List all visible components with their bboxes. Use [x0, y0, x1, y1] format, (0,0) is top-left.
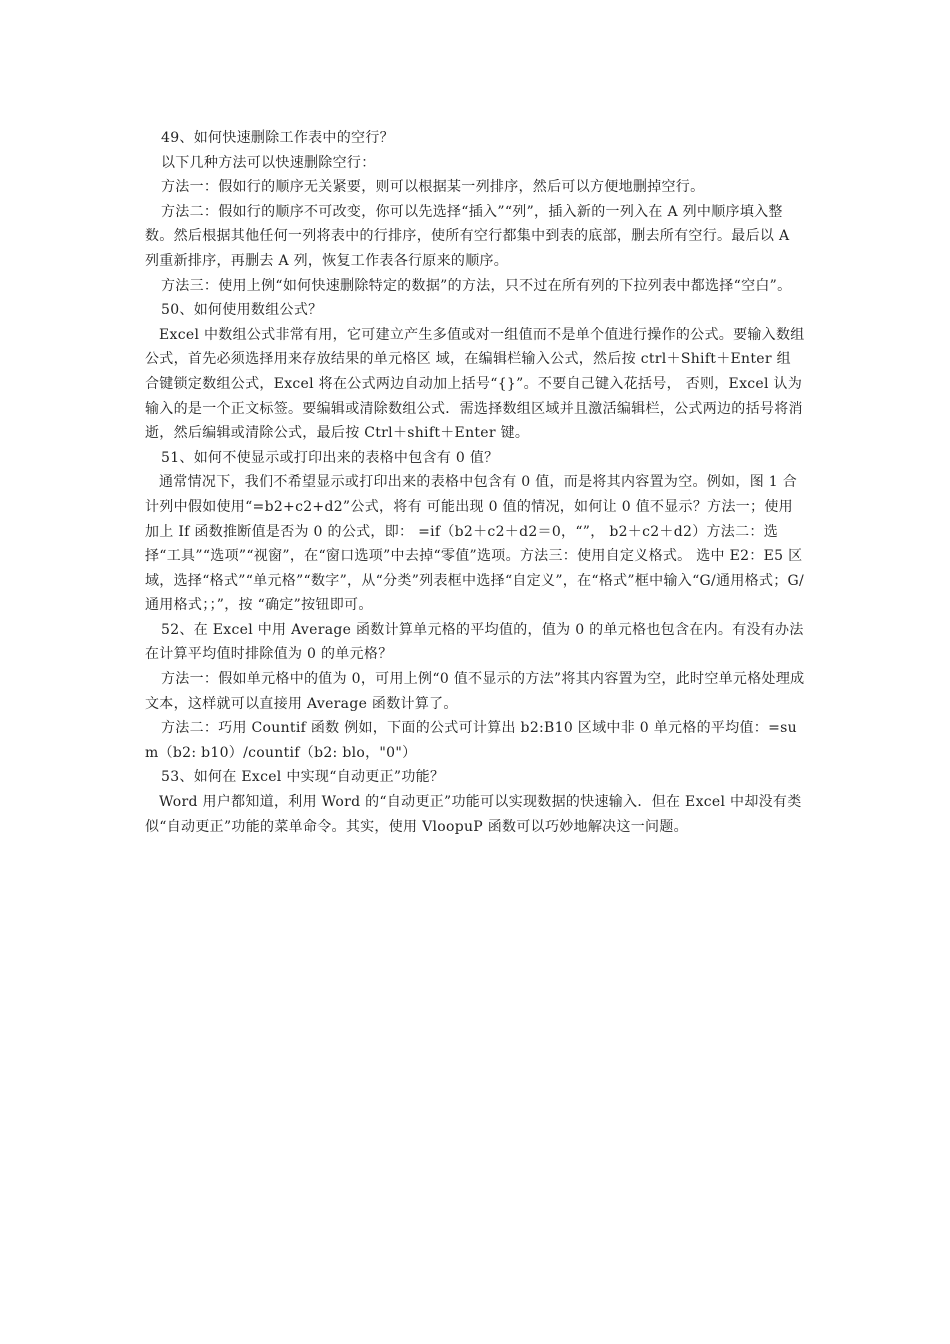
- document-body: [145, 126, 805, 839]
- paragraph: 方法二：巧用 Countif 函数 例如，下面的公式可计算出 b2:B10 区域中非 0 单元格的平均值：=sum（b2: b10）/countif（b2: blo，"0"）: [145, 720, 797, 761]
- heading-q50: 50、如何使用数组公式？: [161, 302, 323, 319]
- paragraph: 通常情况下，我们不希望显示或打印出来的表格中包含有 0 值，而是将其内容置为空。例如，图 1 合计列中假如使用“=b2+c2+d2”公式，将有 可能出现 0 值的情况，如何让 0 值不显示？方法一；使用加上 If 函数推断值是否为 0 的公式，即： =if（b2＋c2＋d2＝0，“”， b2＋c2＋d2）方法二：选择“工具”“选项”“视窗”，在“窗口选项”中去掉“零值”选项。方法三：使用自定义格式。 选中 E2：E5 区域，选择“格式”“单元格”“数字”，从“分类”列表框中选择“自定义”，在“格式”框中输入“G/通用格式；G/通用格式；；”，按 “确定”按钮即可。: [145, 474, 805, 614]
- paragraph: Word 用户都知道，利用 Word 的“自动更正”功能可以实现数据的快速输入．但在 Excel 中却没有类似“自动更正”功能的菜单命令。其实，使用 VloopuP 函数可以巧妙地解决这一问题。: [145, 794, 802, 835]
- heading-q53: 53、如何在 Excel 中实现“自动更正”功能？: [161, 769, 445, 786]
- paragraph: Excel 中数组公式非常有用，它可建立产生多值或对一组值而不是单个值进行操作的公式。要输入数组公式，首先必须选择用来存放结果的单元格区 域，在编辑栏输入公式，然后按 ctrl＋Shift＋Enter 组合键锁定数组公式，Excel 将在公式两边自动加上括号“{}”。不要自己键入花括号， 否则，Excel 认为输入的是一个正文标签。要编辑或清除数组公式．需选择数组区域并且激活编辑栏，公式两边的括号将消逝，然后编辑或清除公式，最后按 Ctrl＋shift＋Enter 键。: [145, 326, 805, 442]
- paragraph: 方法一：假如行的顺序无关紧要，则可以根据某一列排序，然后可以方便地删掉空行。: [161, 179, 705, 196]
- paragraph: 方法三：使用上例“如何快速删除特定的数据”的方法，只不过在所有列的下拉列表中都选择“空白”。: [161, 277, 792, 294]
- paragraph: 方法二：假如行的顺序不可改变，你可以先选择“插入”“列”，插入新的一列入在 A 列中顺序填入整数。然后根据其他任何一列将表中的行排序，使所有空行都集中到表的底部，删去所有空行。最后以 A 列重新排序，再删去 A 列，恢复工作表各行原来的顺序。: [145, 203, 790, 269]
- heading-q49: 49、如何快速删除工作表中的空行？: [161, 130, 394, 146]
- heading-q51: 51、如何不使显示或打印出来的表格中包含有 0 值？: [161, 449, 499, 466]
- heading-q52: 52、在 Excel 中用 Average 函数计算单元格的平均值的，值为 0 的单元格也包含在内。有没有办法在计算平均值时排除值为 0 的单元格？: [145, 621, 804, 663]
- paragraph: 以下几种方法可以快速删除空行：: [161, 154, 376, 171]
- paragraph: 方法一：假如单元格中的值为 0，可用上例“0 值不显示的方法”将其内容置为空，此时空单元格处理成文本，这样就可以直接用 Average 函数计算了。: [145, 671, 805, 712]
